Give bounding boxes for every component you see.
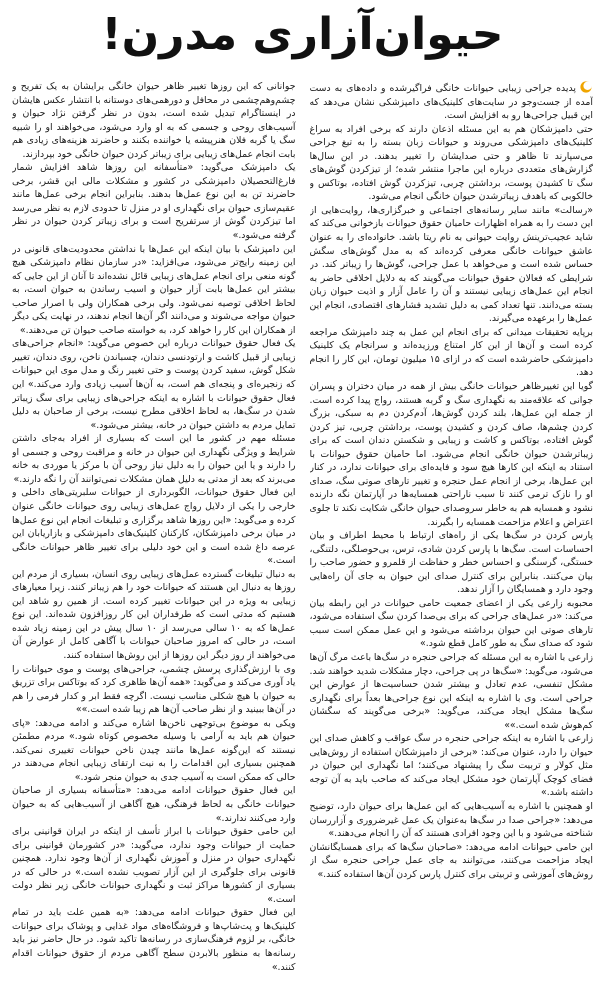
paragraph [12,432,296,486]
paragraph-text: پدیده جراحی زیبایی حیوانات خانگی فراگیرشده و داده‌های به دست آمده از جست‌وجو در سایت‌های کلینیک‌های دامپزشکی نشان می‌دهد که این قبیل جراحی‌ها رو به افزایش است. [309,83,593,122]
paragraph [310,841,594,882]
paragraph [12,337,296,432]
paragraph-text: «رسالت» مانند سایر رسانه‌های اجتماعی و خبرگزاری‌ها، روایت‌هایی از این دست را به همراه اظهارات حامیان حقوق حیوانات بازخوانی می‌کند که شاید عجیب‌ترینش روایت حیوانی به نام ریتا باشد. خانواده‌ای را به عنوان عاشق حیوانات خانگی معرفی کرده‌اند که به مدل گوش‌های سگش حساس شده است و می‌خواهد با عمل جراحی، گوش‌ها را زیباتر کند. در شرایطی که فعالان حقوق حیوانات می‌گویند که به دلایل اخلاقی حاضر به انجام این عمل‌های زیبایی نیستند و آن را عامل آزار و اذیت حیوان زبان بسته می‌دانند. تنها تعداد کمی به دلیل تشدید فشارهای اقتصادی، انجام این عمل‌ها را برعهده می‌گیرند. [309,204,593,325]
paragraph [12,243,296,338]
paragraph-text: این دامپزشک با بیان اینکه این عمل‌ها با نداشتن محدودیت‌های قانونی در این زمینه رایج‌تر می‌شود، می‌افزاید: «در سازمان نظام دامپزشکی هیچ گونه منعی برای انجام عمل‌های زیبایی قائل نشده‌اند تا آنان از این جایی که بیشتر این عمل‌ها بابت آزار حیوان و اسیب رساندن به حیوان است، به لحاظ اخلاقی توصیه نمی‌شود. ولی برخی همکاران ولی با اصرار صاحب حیوان مواجه می‌شوند و می‌دانند اگر آن‌ها انجام ندهند، در نهایت یکی دیگر از همکاران این کار را خواهد کرد، به خواسته صاحب حیوان تن می‌دهند.» [12,243,296,336]
paragraph-text: ویکی به موضوع بی‌توجهی ناخن‌ها اشاره می‌کند و ادامه می‌دهد: «پای حیوان هم باید به آرامی با وسیله مخصوص کوتاه شود.» مردم مطمئن نیستند که این‌گونه عمل‌ها مانند چیدن ناخن حیوانات تغییری نمی‌کند. همچنین بسیاری این اقدامات را به نیت ارتقای زیبایی انجام می‌دهند در حالی که ممکن است به آسیب جدی به حیوان منجر شود.» [12,717,296,783]
paragraph-text: به دنبال تبلیغات گسترده عمل‌های زیبایی روی انسان، بسیاری از مردم این روزها به دنبال این هستند که حیوانات خود را هم زیباتر کنند. زیرا معیارهای زیبایی به ویژه در این حیوانات تغییر کرده است. از همین رو شاهد این هستیم که مدتی است که طرفداران این کار روزافزون شده‌اند. این نوع عمل‌ها که به ۱۰ سالی می‌رسد از ۱۰ سال پیش در این زمینه زیاد شده است، در حالی که امروز صاحبان حیوانات با آگاهی کامل از عوارض آن می‌خواهند از روز دیگر این روزها از این روش‌ها استفاده کنند. [12,568,296,661]
paragraph [12,784,296,825]
paragraph-text: یک دامپزشک می‌گوید: «متأسفانه این روزها شاهد افزایش شمار فارغ‌التحصیلان دامپزشکی در کشور و مشکلات مالی این قشر، برخی حاضرند تن به این نوع عمل‌ها بدهند. بنابراین انجام برخی عمل‌ها مانند عقیم‌سازی حیوان برای نگهداری او در منزل تا حدودی لازم به نظر می‌رسد اما تیزکردن گوش از سرتفریح است و برای زیباتر کردن حیوان در نظر گرفته می‌شود.» [12,162,296,242]
paragraph-text: زارعی با اشاره به این مسئله که جراحی حنجره در سگ‌ها باعث مرگ آن‌ها می‌شود، می‌گوید: «سگ‌ها در پی جراحی، دچار مشکلات شدید خواهند شد. مشکل تنفسی، عدم تعادل و بیشتر شدن حساسیت‌ها از عوارض این جراحی است. وی با اشاره به اینکه این نوع جراحی‌ها بعداً برای نگهداری سگ‌ها مشکل ایجاد می‌کند، می‌گوید: «برخی می‌گویند که سگشان کم‌هوش شده است.»» [309,651,593,731]
column-left [12,80,296,992]
paragraph [12,825,296,906]
paragraph [12,486,296,567]
paragraph [310,204,594,326]
paragraph-text: این حامی حقوق حیوانات با ابراز تأسف از اینکه در ایران قوانینی برای حمایت از حیوانات وجود ندارد، می‌گوید: «در کشورمان قوانینی برای نگهداری حیوان در منزل و آموزش نگهداری از آن‌ها وجود ندارد. همچنین قانونی برای جلوگیری از این آزار تصویب نشده است.» در حالی که در بسیاری از کشورها مراکز ثبت و نگهداری حیوانات خانگی زیر نظر دولت است.» [12,826,296,905]
paragraph-text: محبوبه زارعی یکی از اعضای جمعیت حامی حیوانات در این رابطه بیان می‌کند: «در عمل‌های جراحی که برای بی‌صدا کردن سگ استفاده می‌شود، تارهای صوتی این حیوان برداشته می‌شود و این عمل ممکن است سبب شود که صدای سگ به طور کامل قطع شود.» [309,597,593,650]
paragraph-text: مسئله مهم در کشور ما این است که بسیاری از افراد به‌جای داشتن شرایط و ویژگی نگهداری این حیوان در خانه و مراقبت روحی و جسمی او را دارند و یا این حیوان را به دلیل نیاز روحی آن با مرکز یا موردی به خانه می‌برند که بعد از مدتی به دلیل همان مشکلات نمی‌توانند آن را نگه دارند.» [12,433,296,485]
paragraph-text: زارعی با اشاره به اینکه جراحی حنجره در سگ عواقب و کاهش صدای این حیوان را دارد، عنوان می‌کند: «برخی از دامپزشکان استفاده از روش‌هایی مثل کولار و تربیت سگ را پیشنهاد می‌کنند؛ اما نگهداری این حیوان در فضای کوچک آپارتمان خود مشکل ایجاد می‌کند که صاحب باید به آن توجه داشته باشد.» [309,733,593,799]
paragraph [310,651,594,732]
orange-crescent-icon [579,80,593,94]
paragraph-text: پارس کردن در سگ‌ها یکی از راه‌های ارتباط با محیط اطراف و بیان احساسات است. سگ‌ها با پارس کردن شادی، ترس، بی‌حوصلگی، دلتنگی، خستگی، گرسنگی و احساس خطر و حفاظت از قلمرو و حضور صاحب را بیان می‌کنند. بنابراین برای کنترل صدای این حیوان به جای آن راه‌هایی وجود دارد و همسایگان را آزار ندهد. [309,530,593,596]
paragraph-text: یک فعال حقوق حیوانات درباره این خصوص می‌گوید: «انجام جراحی‌های زیبایی از قبیل کاشت و ارتودنسی دندان، چسباندن ناخن، روی دندان، تغییر شکل گوش، سفید کردن پوست و حتی تغییر رنگ و مدل موی این حیوانات که زنجیره‌ای و پنجه‌ای هم است، به آن‌ها آسیب زیادی وارد می‌کند.» این فعال حقوق حیوانات با اشاره به اینکه جراحی‌های زیبایی برای سگ زیباتر شدن در سگ‌ها، به لحاظ اخلاقی مطرح نیست، برخی از صاحبان به دلیل تمایل مردم به داشتن حیوان در خانه، بیشتر می‌شود.» [12,338,296,431]
paragraph [310,326,594,380]
paragraph [12,568,296,663]
paragraph [310,80,594,123]
paragraph [12,663,296,717]
paragraph [310,123,594,204]
paragraph [12,80,296,161]
paragraph-text: وی با ارزش‌گذاری پرسش چشمی، جراحی‌های پوست و موی حیوانات را یاد آوری می‌کند و می‌گوید: «همه آن‌ها ظاهری کرد که بوتاکس برای تزریق به حیوان با هیچ شکلی مناسب نیست. اگرچه فقط ابر و کدار فرمی را هم در آن‌ها ببینید و از نظر صاحب آن‌ها هم زیبا شده است.»» [12,663,296,716]
paragraph-text: حتی دامپزشکان هم به این مسئله اذعان دارند که برخی افراد به سراغ کلینیک‌های دامپزشکی می‌روند و حیوانات زبان بسته را به تیغ جراحی می‌سپارند تا ظاهر و حتی صدایشان را تغییر بدهند. در این سال‌ها گزارش‌های متعددی درباره این ماجرا منتشر شده؛ از تیزکردن گوش‌های سگ تا کشیدن پوست، برداشتن چربی، تیزکردن گوش افتاده، بوتاکس و خالکوبی که باهدف زیباترشدن حیوان خانگی انجام می‌شود. [309,123,593,203]
paragraph [310,800,594,841]
paragraph-text: این فعال حقوق حیوانات ادامه می‌دهد: «به همین علت باید در تمام کلینیک‌ها و پت‌شاپ‌ها و فروشگاه‌های مواد غذایی و پوشاک برای حیوانات خانگی، بر لزوم فرهنگ‌سازی در رسانه‌ها تاکید شود. در حال حاضر نیز باید رسانه‌ها به منظور بالابردن سطح آگاهی مردم از حقوق حیوانات اقدام کنند.» [12,907,296,973]
paragraph-text: برپایه تحقیقات میدانی که برای انجام این عمل به چند دامپزشک مراجعه کرده است و آن‌ها از این کار امتناع ورزیده‌اند و سرانجام یک کلینیک دامپزشکی حاضرشده است که در ازای ۱۵ میلیون تومان، این کار را انجام دهد. [309,326,593,379]
paragraph [310,597,594,651]
paragraph-text: این حامی حیوانات ادامه می‌دهد: «صاحبان سگ‌ها که برای همسایگانشان ایجاد مزاحمت می‌کنند، می‌توانند به جای عمل جراحی حنجره سگ از روش‌های آموزشی و تربیتی برای کنترل پارس کردن آن‌ها استفاده کنند.» [309,841,593,880]
column-right [310,80,594,992]
paragraph [12,906,296,974]
paragraph-text: گویا این تغییرظاهر حیوانات خانگی بیش از همه در میان دختران و پسران جوانی که علاقه‌مند به نگهداری سگ و گربه هستند، رواج پیدا کرده است. از جمله این عمل‌ها، بلند کردن گوش‌ها، آدم‌کردن دم به سبکی، بزرگ کردن چشم‌ها، صاف کردن و کشیدن پوست، برداشتن چربی، تیز کردن گوش افتاده، بوتاکس و کاشت و زیبایی و شکستن دندان است که برای زیباترشدن حیوان خانگی انجام می‌شود. اما حامیان حقوق حیوانات با استناد به اینکه این کارها هیچ سود و فایده‌ای برای حیوانات ندارد، در کنار این عمل‌ها، برخی از انجام عمل حنجره و تغییر تارهای صوتی سگ، صدای او را نازک ترمی کنند تا سبب ناراحتی همسایه‌ها در آپارتمان نگه دارنده نشود و همسایه هم به خاطر سروصدای حیوان خانگی شکایت نکند تا جلوی اعتراض و اعلام مزاحمت همسایه را بگیرند. [309,381,593,528]
paragraph [12,161,296,242]
paragraph [310,529,594,597]
paragraph-text: این فعال حقوق حیوانات، الگوبرداری از حیوانات سلبریتی‌های داخلی و خارجی را یکی از دلایل رواج عمل‌های زیبایی روی حیوانات خانگی عنوان کرده و می‌گوید: «این روزها شاهد برگزاری و تبلیغات انجام این نوع عمل‌ها در میان برخی دامپزشکان، کارکنان کلینیک‌های دامپزشکی و بازاریابان این عرصه داغ شده است و این خود دلیلی برای تغییر ظاهر حیوانات خانگی است.» [12,487,296,567]
paragraph-text: جوانانی که این روزها تغییر ظاهر حیوان خانگی برایشان به یک تفریح و چشم‌وهم‌چشمی در محافل و دورهمی‌های دوستانه با انتشار عکس هایشان در اینستاگرام تبدیل شده است، بدون در نظر گرفتن نژاد حیوان و آسیب‌های روحی و جسمی که به او وارد می‌شود، می‌خواهند او را شبیه سگ یا گربه فلان هنرپیشه یا خواننده بکنند و حاضرند هزینه‌های زیادی هم بابت انجام عمل‌های زیبایی برای زیباتر کردن حیوان خانگی خود بپردازند. [12,81,296,160]
paragraph [310,732,594,800]
paragraph-text: او همچنین با اشاره به آسیب‌هایی که این عمل‌ها برای حیوان دارد، توضیح می‌دهد: «جراحی صدا در سگ‌ها به‌عنوان یک عمل غیرضروری و آزاررسان شناخته می‌شود و با این وجود افرادی هستند که آن را انجام می‌دهند.» [309,800,593,840]
article-columns [12,80,593,992]
headline: حیوان‌آزاری مدرن! [101,9,504,60]
paragraph [310,380,594,529]
paragraph-text: این فعال حقوق حیوانات ادامه می‌دهد: «متأسفانه بسیاری از صاحبان حیوانات خانگی به لحاظ فرهنگی، هیچ آگاهی از آسیب‌هایی که به حیوان وارد می‌کنند ندارند.» [12,785,296,824]
paragraph [12,717,296,785]
